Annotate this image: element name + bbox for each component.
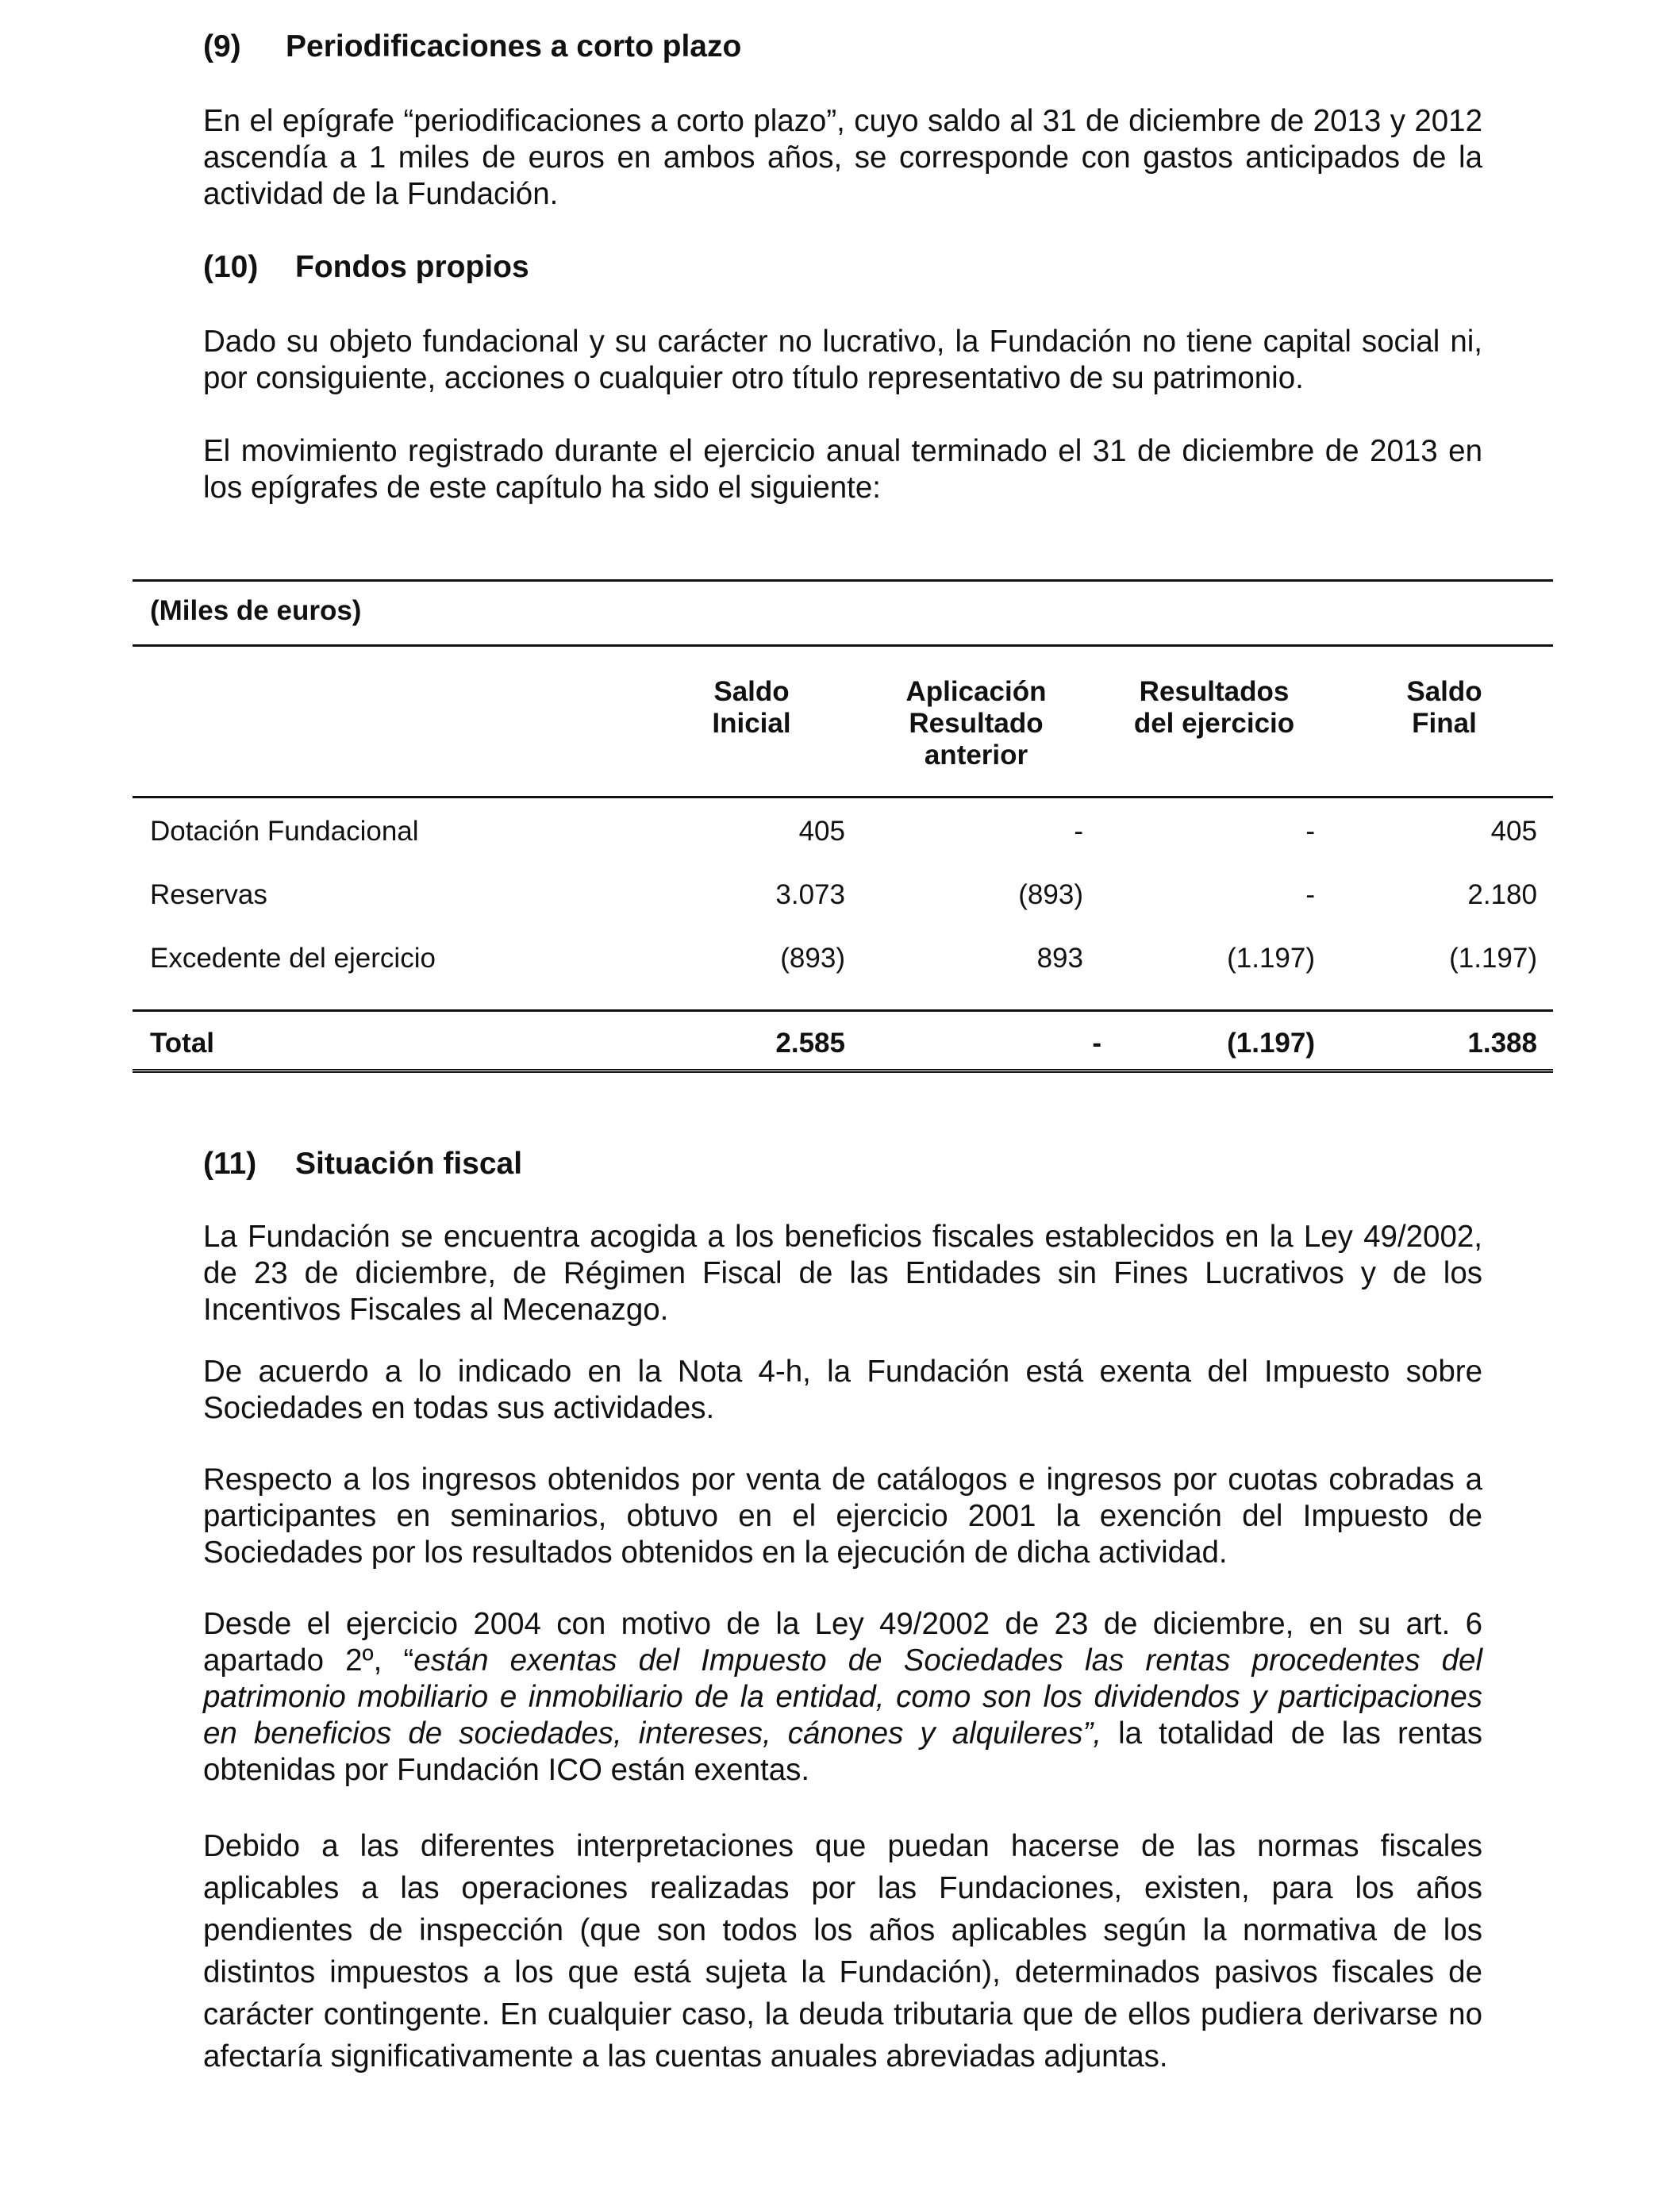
table-header-rule (133, 644, 1553, 647)
section-10-paragraph-2: El movimiento registrado durante el ejercicio anual terminado el 31 de diciembre de 2013 en los epígrafes de este capítulo ha sido el siguiente: (203, 434, 1482, 505)
cell-value: 2.180 (1467, 879, 1537, 910)
section-11-paragraph-2: De acuerdo a lo indicado en la Nota 4-h, la Fundación está exenta del Impuesto sobre Sociedades en todas sus actividades. (203, 1355, 1482, 1425)
table-total-rule (133, 1009, 1553, 1012)
table-bottom-double-rule (133, 1069, 1553, 1073)
section-number: (9) (203, 29, 241, 63)
row-label: Dotación Fundacional (150, 816, 419, 847)
total-value: 1.388 (1467, 1028, 1537, 1059)
cell-value: (1.197) (1449, 943, 1537, 974)
cell-value: (893) (1018, 879, 1083, 910)
section-number: (11) (203, 1147, 257, 1181)
section-11-heading (203, 1146, 522, 1182)
section-title: Situación fiscal (295, 1147, 523, 1181)
cell-value: 893 (1036, 943, 1083, 974)
cell-value: - (1305, 879, 1315, 910)
cell-value: 405 (1490, 816, 1537, 847)
cell-value: 3.073 (775, 879, 845, 910)
cell-value: (1.197) (1227, 943, 1315, 974)
row-label: Excedente del ejercicio (150, 943, 436, 974)
total-value: (1.197) (1227, 1028, 1315, 1059)
col-header-saldo-inicial: Saldo Inicial (712, 676, 791, 739)
section-11-paragraph-3: Respecto a los ingresos obtenidos por venta de catálogos e ingresos por cuotas cobradas a participantes en seminarios, obtuvo en el ejercicio 2001 la exención del Impuesto de Sociedades por los resultados obtenidos en la ejecución de dicha actividad. (203, 1462, 1482, 1570)
col-header-saldo-final: Saldo Final (1406, 676, 1482, 739)
section-11-paragraph-4: Desde el ejercicio 2004 con motivo de la Ley 49/2002 de 23 de diciembre, en su art. 6 apartado 2º, “están exentas del Impuesto de Sociedades las rentas procedentes del patrimonio mobiliario e inmobiliario de la entidad, como son los dividendos y participaciones en beneficios de sociedades, intereses, cánones y alquileres”, la totalidad de las rentas obtenidas por Fundación ICO están exentas. (203, 1607, 1482, 1787)
section-9-paragraph: En el epígrafe “periodificaciones a corto plazo”, cuyo saldo al 31 de diciembre de 2013 y 2012 ascendía a 1 miles de euros en ambos años, se corresponde con gastos anticipados de la actividad de la Fundación. (203, 104, 1482, 211)
section-title: Periodificaciones a corto plazo (286, 29, 742, 63)
section-title: Fondos propios (295, 250, 529, 284)
total-value: 2.585 (775, 1028, 845, 1059)
section-10-paragraph-1: Dado su objeto fundacional y su carácter no lucrativo, la Fundación no tiene capital social ni, por consiguiente, acciones o cualquier otro título representativo de su patrimonio. (203, 325, 1482, 395)
section-11-paragraph-1: La Fundación se encuentra acogida a los beneficios fiscales establecidos en la Ley 49/2002, de 23 de diciembre, de Régimen Fiscal de las Entidades sin Fines Lucrativos y de los Incentivos Fiscales al Mecenazgo. (203, 1220, 1482, 1327)
table-unit-label: (Miles de euros) (150, 595, 362, 626)
cell-value: 405 (798, 816, 845, 847)
section-10-heading (203, 249, 529, 286)
section-number: (10) (203, 250, 259, 284)
row-label: Reservas (150, 879, 267, 910)
table-top-rule (133, 579, 1553, 582)
col-header-resultados-ejercicio: Resultados del ejercicio (1133, 676, 1295, 739)
cell-value: - (1074, 816, 1083, 847)
total-label: Total (150, 1028, 215, 1059)
quoted-law-text: están exentas del Impuesto de Sociedades las rentas procedentes del patrimonio mobiliario e inmobiliario de la entidad, como son los dividendos y participaciones en beneficios de sociedades, intereses, cánones y alquileres”, (203, 1643, 1482, 1751)
cell-value: - (1305, 816, 1315, 847)
section-9-heading (203, 29, 741, 65)
section-11-paragraph-5: Debido a las diferentes interpretaciones que puedan hacerse de las normas fiscales aplicables a las operaciones realizadas por las Fundaciones, existen, para los años pendientes de inspección (que son todos los años aplicables según la normativa de los distintos impuestos a los que está sujeta la Fundación), determinados pasivos fiscales de carácter contingente. En cualquier caso, la deuda tributaria que de ellos pudiera derivarse no afectaría significativamente a las cuentas anuales abreviadas adjuntas. (203, 1829, 1482, 2074)
cell-value: (893) (780, 943, 845, 974)
table-body-rule (133, 796, 1553, 798)
total-value: - (1092, 1028, 1101, 1059)
col-header-aplicacion-resultado: Aplicación Resultado anterior (905, 676, 1047, 771)
